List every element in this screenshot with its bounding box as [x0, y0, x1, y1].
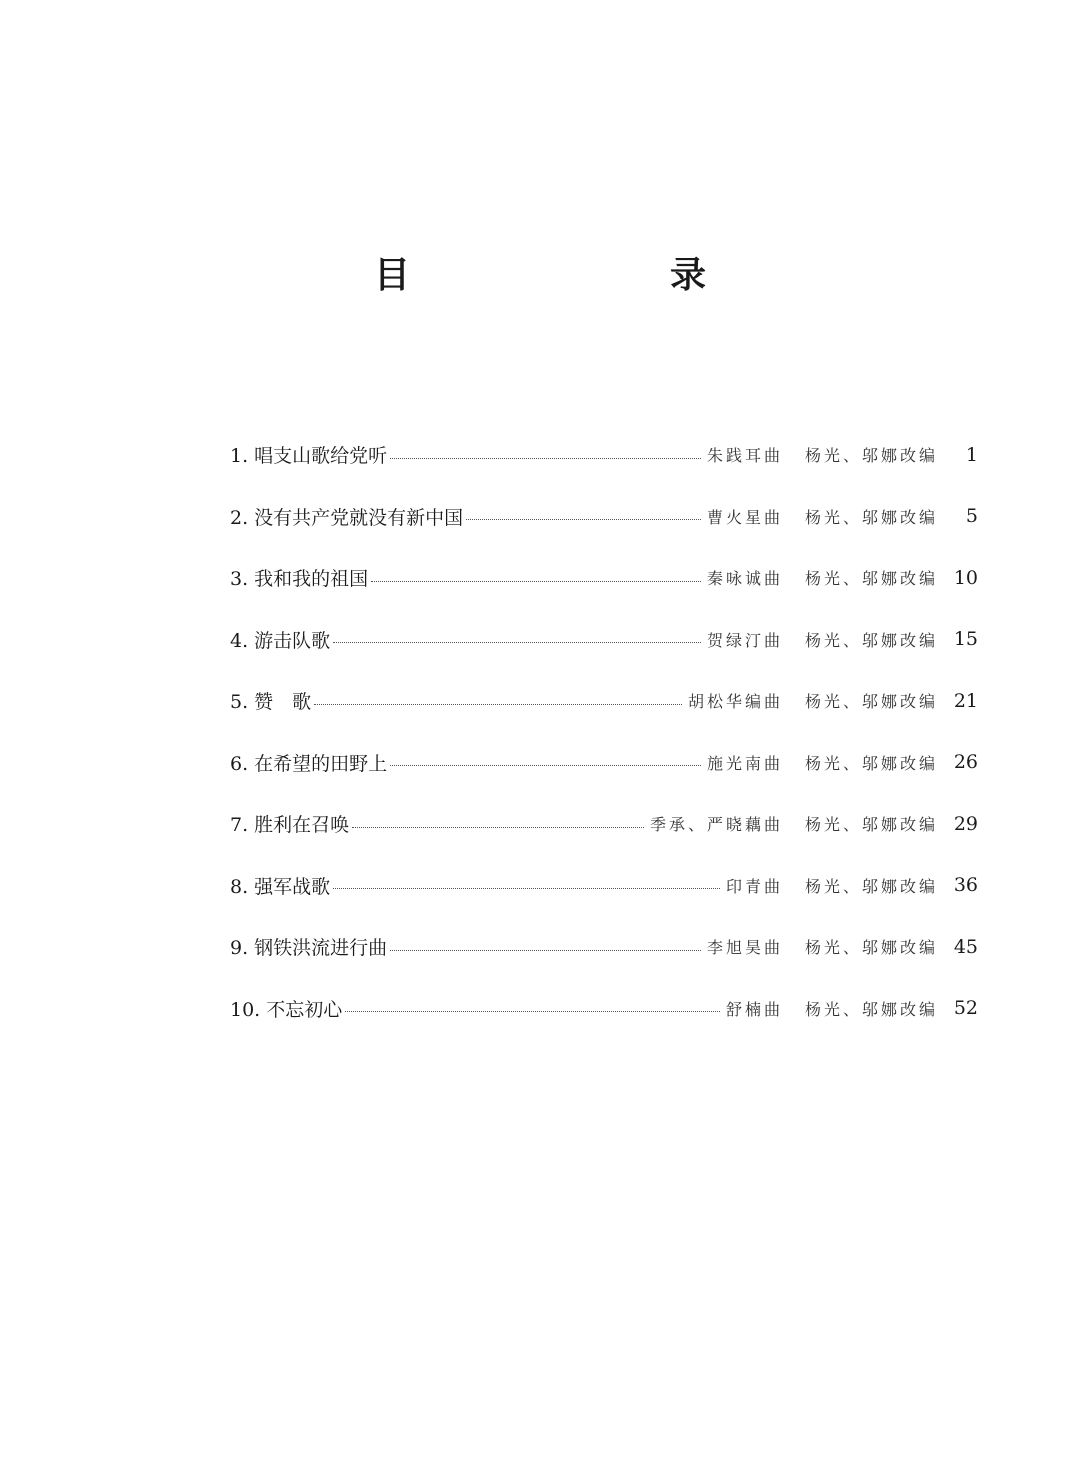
- toc-entry-composer: 胡松华编曲: [687, 692, 783, 712]
- toc-entry-composer: 秦咏诚曲: [706, 569, 783, 589]
- toc-entry-composer: 舒楠曲: [725, 999, 783, 1019]
- toc-entry-arranger: 杨光、邬娜改编: [804, 753, 938, 773]
- toc-entry-page: 15: [953, 628, 978, 651]
- toc-entry-page: 26: [953, 751, 978, 774]
- toc-entry-title: 5. 赞 歌: [230, 691, 312, 714]
- toc-entry-page: 10: [953, 566, 978, 589]
- toc-entry-page: 21: [953, 689, 978, 712]
- toc-dot-leader: [371, 581, 701, 582]
- toc-entry[interactable]: [230, 609, 978, 671]
- toc-entry[interactable]: [230, 916, 978, 978]
- toc-entry-page: 45: [953, 935, 978, 958]
- toc-entry[interactable]: [230, 486, 978, 548]
- toc-entry-page: 52: [953, 997, 978, 1020]
- toc-entry-title: 4. 游击队歌: [230, 629, 331, 652]
- toc-entry-page: 36: [953, 874, 978, 897]
- toc-dot-leader: [390, 950, 701, 951]
- toc-entry-arranger: 杨光、邬娜改编: [804, 815, 938, 835]
- toc-entry-arranger: 杨光、邬娜改编: [804, 446, 938, 466]
- toc-entry[interactable]: [230, 793, 978, 855]
- toc-entry[interactable]: [230, 424, 978, 486]
- toc-dot-leader: [466, 519, 701, 520]
- toc-entry[interactable]: [230, 978, 978, 1040]
- toc-entry-title: 6. 在希望的田野上: [230, 752, 388, 775]
- toc-entry-title: 9. 钢铁洪流进行曲: [230, 937, 388, 960]
- toc-entry-arranger: 杨光、邬娜改编: [804, 507, 938, 527]
- toc-entry[interactable]: [230, 855, 978, 917]
- toc-entry-composer: 朱践耳曲: [706, 446, 783, 466]
- toc-dot-leader: [333, 888, 720, 889]
- toc-dot-leader: [333, 642, 701, 643]
- toc-dot-leader: [390, 458, 701, 459]
- toc-entry-title: 8. 强军战歌: [230, 875, 331, 898]
- toc-entry-page: 29: [953, 812, 978, 835]
- toc-entry-composer: 季承、严晓藕曲: [649, 815, 783, 835]
- toc-entry-arranger: 杨光、邬娜改编: [804, 630, 938, 650]
- toc-entry-arranger: 杨光、邬娜改编: [804, 692, 938, 712]
- toc-entry[interactable]: [230, 547, 978, 609]
- toc-entry-title: 7. 胜利在召唤: [230, 814, 350, 837]
- toc-entry-arranger: 杨光、邬娜改编: [804, 999, 938, 1019]
- toc-entry-composer: 施光南曲: [706, 753, 783, 773]
- toc-entry-arranger: 杨光、邬娜改编: [804, 876, 938, 896]
- toc-entry-composer: 曹火星曲: [706, 507, 783, 527]
- toc-entry[interactable]: [230, 732, 978, 794]
- toc-entry-page: 5: [965, 505, 978, 528]
- toc-entry-composer: 贺绿汀曲: [706, 630, 783, 650]
- page-title: 目 录: [373, 254, 818, 296]
- toc-entry-title: 1. 唱支山歌给党听: [230, 445, 388, 468]
- toc-entry-page: 1: [965, 443, 978, 466]
- table-of-contents: [230, 424, 978, 1039]
- toc-entry-arranger: 杨光、邬娜改编: [804, 938, 938, 958]
- toc-entry-title: 10. 不忘初心: [230, 998, 343, 1021]
- toc-dot-leader: [390, 765, 701, 766]
- toc-entry-title: 2. 没有共产党就没有新中国: [230, 506, 464, 529]
- toc-entry-title: 3. 我和我的祖国: [230, 568, 369, 591]
- toc-entry[interactable]: [230, 670, 978, 732]
- toc-dot-leader: [345, 1011, 720, 1012]
- toc-dot-leader: [352, 827, 644, 828]
- toc-entry-composer: 李旭昊曲: [706, 938, 783, 958]
- toc-entry-composer: 印青曲: [725, 876, 783, 896]
- toc-dot-leader: [314, 704, 682, 705]
- toc-entry-arranger: 杨光、邬娜改编: [804, 569, 938, 589]
